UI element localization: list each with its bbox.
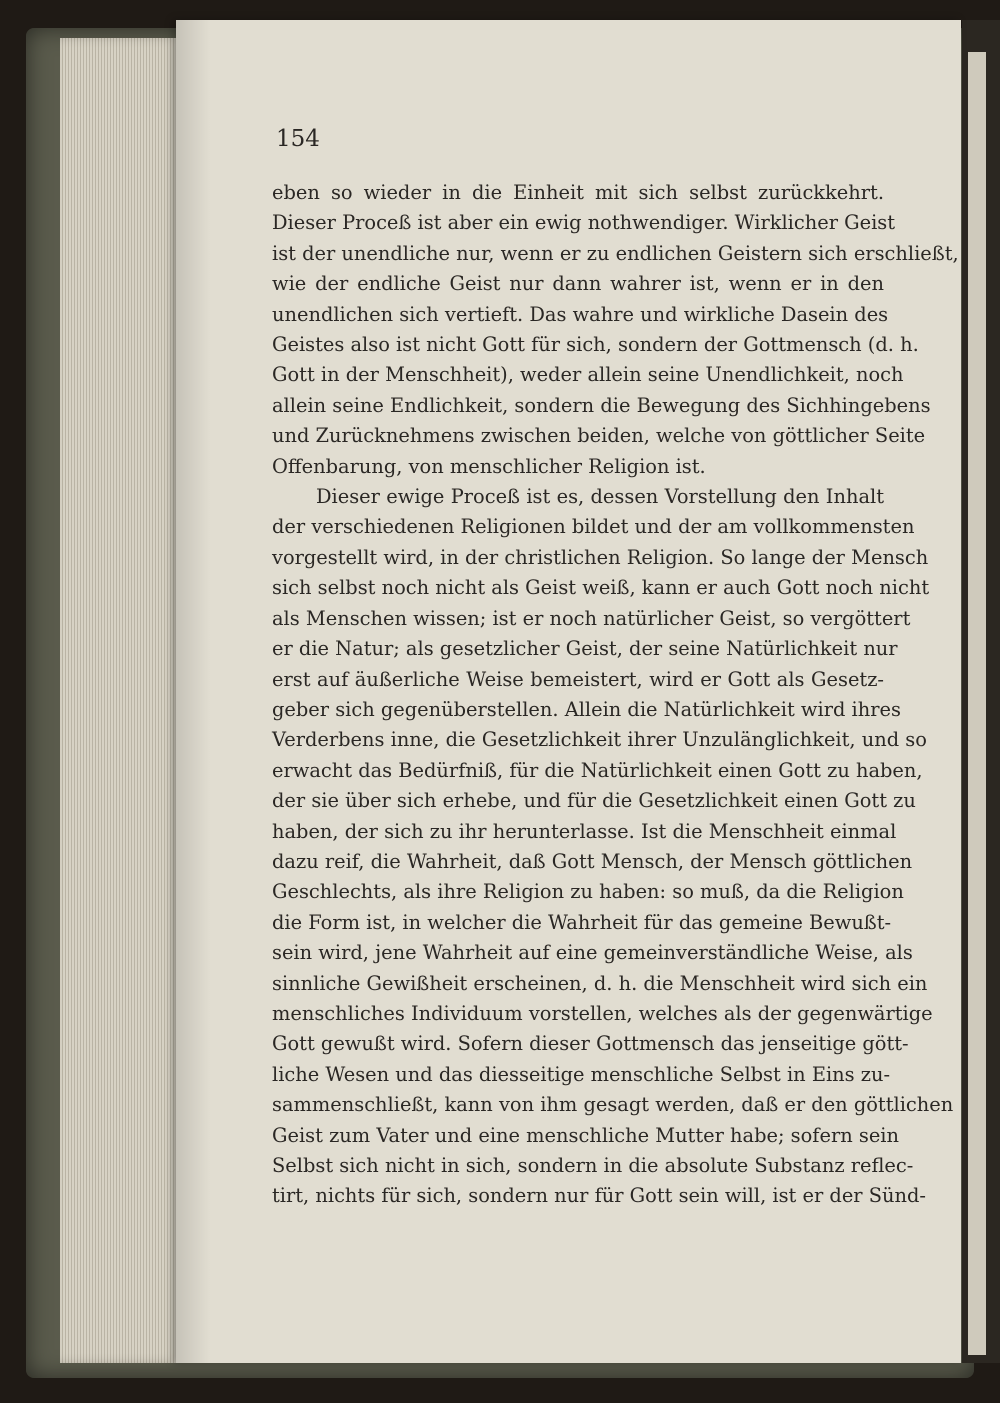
text-line: unendlichen sich vertieft. Das wahre und wirkliche Dasein des <box>272 302 889 326</box>
text-line: sein wird, jene Wahrheit auf eine gemeinverständliche Weise, als <box>272 941 913 965</box>
text-line: eben so wieder in die Einheit mit sich selbst zurückkehrt. <box>272 181 884 204</box>
text-line: sinnliche Gewißheit erscheinen, d. h. die Menschheit wird sich ein <box>272 971 928 995</box>
text-line: vorgestellt wird, in der christlichen Religion. So lange der Mensch <box>272 545 929 569</box>
next-page-leaf <box>968 52 986 1355</box>
page-edges <box>60 38 180 1363</box>
paragraph-2 <box>272 482 954 1212</box>
text-line: Dieser ewige Proceß ist es, dessen Vorstellung den Inhalt <box>316 485 884 509</box>
text-line: menschliches Individuum vorstellen, welches als der gegenwärtige <box>272 1001 933 1025</box>
text-line: Geist zum Vater und eine menschliche Mutter habe; sofern sein <box>272 1123 899 1147</box>
page-gutter-shadow <box>176 20 210 1363</box>
text-line: Geistes also ist nicht Gott für sich, sondern der Gottmensch (d. h. <box>272 333 919 357</box>
paragraph-1 <box>272 178 959 482</box>
text-line: Dieser Proceß ist aber ein ewig nothwendiger. Wirklicher Geist <box>272 211 896 235</box>
text-line: als Menschen wissen; ist er noch natürlicher Geist, so vergöttert <box>272 606 911 630</box>
text-line: ist der unendliche nur, wenn er zu endlichen Geistern sich erschließt, <box>272 241 959 265</box>
text-line: der verschiedenen Religionen bildet und der am vollkommensten <box>272 515 915 539</box>
text-line: liche Wesen und das diesseitige menschliche Selbst in Eins zu- <box>272 1062 891 1086</box>
body-text <box>272 178 959 1212</box>
text-line: haben, der sich zu ihr herunterlasse. Ist die Menschheit einmal <box>272 819 897 843</box>
text-line: erwacht das Bedürfniß, für die Natürlichkeit einen Gott zu haben, <box>272 758 923 782</box>
text-line: dazu reif, die Wahrheit, daß Gott Mensch, der Mensch göttlichen <box>272 849 913 873</box>
text-line: die Form ist, in welcher die Wahrheit für das gemeine Bewußt- <box>272 910 892 934</box>
text-line: er die Natur; als gesetzlicher Geist, der seine Natürlichkeit nur <box>272 637 898 661</box>
text-line: allein seine Endlichkeit, sondern die Bewegung des Sichhingebens <box>272 393 931 417</box>
text-line: geber sich gegenüberstellen. Allein die Natürlichkeit wird ihres <box>272 697 901 721</box>
text-line: sich selbst noch nicht als Geist weiß, kann er auch Gott noch nicht <box>272 576 930 600</box>
text-line: Selbst sich nicht in sich, sondern in die absolute Substanz reflec- <box>272 1154 914 1177</box>
text-line: tirt, nichts für sich, sondern nur für Gott sein will, ist er der Sünd- <box>272 1184 926 1208</box>
text-line: sammenschließt, kann von ihm gesagt werden, daß er den göttlichen <box>272 1093 954 1117</box>
text-line: Geschlechts, als ihre Religion zu haben: so muß, da die Religion <box>272 880 904 904</box>
text-line: und Zurücknehmens zwischen beiden, welche von göttlicher Seite <box>272 424 926 448</box>
text-line: Verderbens inne, die Gesetzlichkeit ihrer Unzulänglichkeit, und so <box>272 728 927 752</box>
text-line: wie der endliche Geist nur dann wahrer ist, wenn er in den <box>272 272 884 296</box>
text-line: der sie über sich erhebe, und für die Gesetzlichkeit einen Gott zu <box>272 789 916 813</box>
text-line: erst auf äußerliche Weise bemeistert, wird er Gott als Gesetz- <box>272 667 884 691</box>
text-line: Offenbarung, von menschlicher Religion ist. <box>272 454 706 478</box>
text-line: Gott in der Menschheit), weder allein seine Unendlichkeit, noch <box>272 363 904 387</box>
text-line: Gott gewußt wird. Sofern dieser Gottmensch das jenseitige gött- <box>272 1032 909 1056</box>
page-number: 154 <box>276 126 320 152</box>
